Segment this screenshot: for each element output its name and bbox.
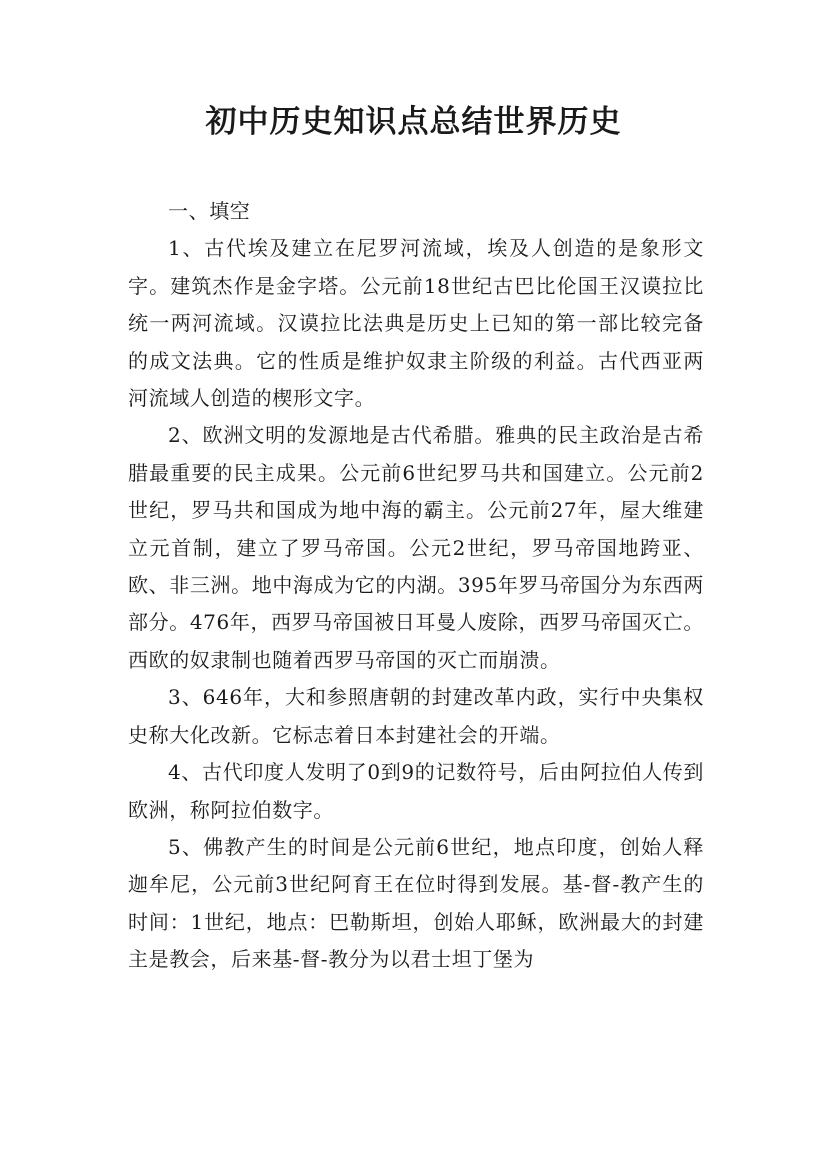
section-heading: 一、填空 [168, 199, 251, 223]
document-body [128, 193, 704, 979]
document-title: 初中历史知识点总结世界历史 [205, 104, 622, 140]
paragraph-4: 4、古代印度人发明了0到9的记数符号，后由阿拉伯人传到欧洲，称阿拉伯数字。 [128, 760, 704, 822]
paragraph-1: 1、古代埃及建立在尼罗河流域，埃及人创造的是象形文字。建筑杰作是金字塔。公元前18世纪古巴比伦国王汉谟拉比统一两河流域。汉谟拉比法典是历史上已知的第一部比较完备的成文法典。它的性质是维护奴隶主阶级的利益。古代西亚两河流域人创造的楔形文字。 [128, 236, 704, 411]
paragraph-3: 3、646年，大和参照唐朝的封建改革内政，实行中央集权史称大化改新。它标志着日本封建社会的开端。 [128, 685, 704, 747]
paragraph-5: 5、佛教产生的时间是公元前6世纪，地点印度，创始人释迦牟尼，公元前3世纪阿育王在位时得到发展。基-督-教产生的时间：1世纪，地点：巴勒斯坦，创始人耶稣，欧洲最大的封建主是教会，后来基-督-教分为以君士坦丁堡为 [128, 834, 704, 972]
paragraph-2: 2、欧洲文明的发源地是古代希腊。雅典的民主政治是古希腊最重要的民主成果。公元前6世纪罗马共和国建立。公元前2世纪，罗马共和国成为地中海的霸主。公元前27年，屋大维建立元首制，建立了罗马帝国。公元2世纪，罗马帝国地跨亚、欧、非三洲。地中海成为它的内湖。395年罗马帝国分为东西两部分。476年，西罗马帝国被日耳曼人废除，西罗马帝国灭亡。西欧的奴隶制也随着西罗马帝国的灭亡而崩溃。 [128, 423, 704, 672]
